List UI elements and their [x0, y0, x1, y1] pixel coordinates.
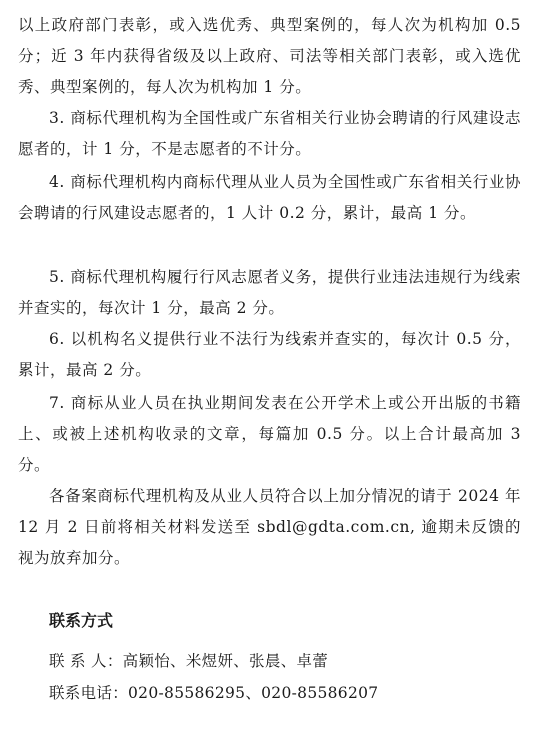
paragraph-item-6: 6. 以机构名义提供行业不法行为线索并查实的，每次计 0.5 分，累计，最高 2 分。	[18, 330, 521, 379]
paragraph-item-3: 3. 商标代理机构为全国性或广东省相关行业协会聘请的行风建设志愿者的，计 1 分，不是志愿者的不计分。	[18, 109, 521, 158]
paragraph-item-5: 5. 商标代理机构履行行风志愿者义务，提供行业违法违规行为线索并查实的，每次计 1 分，最高 2 分。	[18, 268, 521, 317]
paragraph-item-7: 7. 商标从业人员在执业期间发表在公开学术上或公开出版的书籍上、或被上述机构收录的文章，每篇加 0.5 分。以上合计最高加 3 分。	[18, 394, 521, 474]
contact-person-label: 联 系 人：	[49, 652, 123, 670]
contact-heading: 联系方式	[49, 611, 114, 630]
contact-persons-line	[49, 646, 328, 676]
contact-phones: 020-85586295、020-85586207	[128, 684, 379, 702]
contact-phone-line	[49, 678, 378, 708]
contact-persons: 高颖怡、米煜妍、张晨、卓蕾	[122, 652, 329, 670]
contact-phone-label: 联系电话：	[49, 684, 129, 702]
paragraph-continued: 以上政府部门表彰，或入选优秀、典型案例的，每人次为机构加 0.5 分；近 3 年内获得省级及以上政府、司法等相关部门表彰，或入选优秀、典型案例的，每人次为机构加 1 分。	[18, 16, 521, 96]
paragraph-notice: 各备案商标代理机构及从业人员符合以上加分情况的请于 2024 年 12 月 2 日前将相关材料发送至 sbdl@gdta.com.cn, 逾期未反馈的视为放弃加分。	[18, 487, 521, 567]
paragraph-item-4: 4. 商标代理机构内商标代理从业人员为全国性或广东省相关行业协会聘请的行风建设志愿者的，1 人计 0.2 分，累计，最高 1 分。	[18, 173, 521, 222]
